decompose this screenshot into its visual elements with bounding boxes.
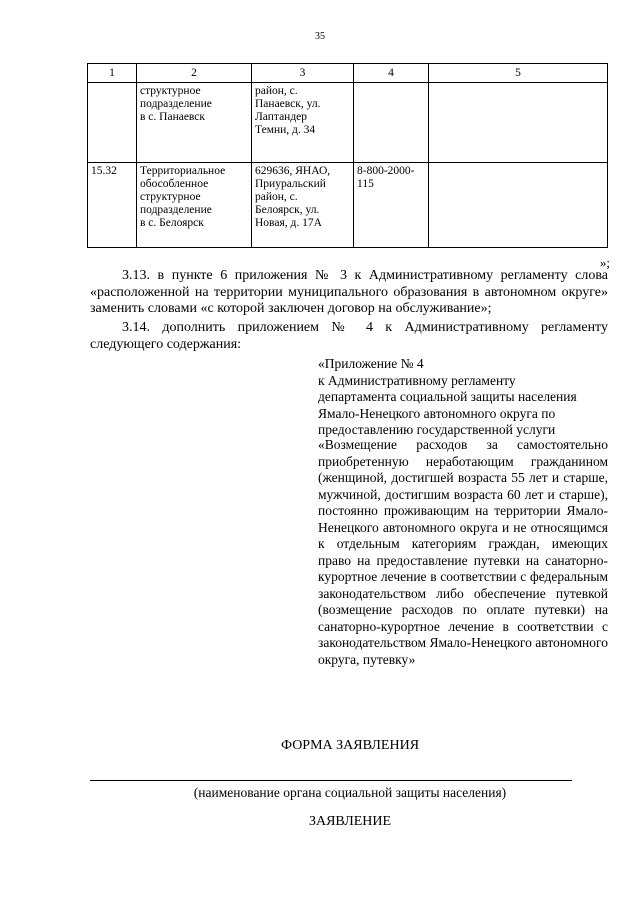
table-cell-number xyxy=(88,83,137,163)
table-cell-number: 15.32 xyxy=(88,163,137,248)
paragraph-3-13 xyxy=(90,268,608,318)
paragraph-3-14-text: 3.14. дополнить приложением № 4 к Административному регламенту следующего содержания: xyxy=(90,320,608,352)
form-title: ФОРМА ЗАЯВЛЕНИЯ xyxy=(280,738,420,753)
paragraph-3-13-text: 3.13. в пункте 6 приложения № 3 к Административному регламенту слова «расположенной на территории муниципального образования в автономном округе» заменить словами «с которой заключен договор на обслуживание»; xyxy=(90,268,608,316)
column-header: 2 xyxy=(137,64,252,83)
table-cell-address: район, с. Панаевск, ул. Лаптандер Темни, д. 34 xyxy=(252,83,354,163)
appendix-line: департамента социальной защиты населения xyxy=(318,389,577,404)
column-header: 5 xyxy=(429,64,608,83)
page-number: 35 xyxy=(315,31,325,42)
column-header: 1 xyxy=(88,64,137,83)
table-row xyxy=(88,83,608,163)
organ-name-caption: (наименование органа социальной защиты населения) xyxy=(193,785,507,800)
offices-table xyxy=(87,63,608,248)
table-cell-extra xyxy=(429,83,608,163)
appendix-line: к Административному регламенту xyxy=(318,372,516,388)
column-header: 3 xyxy=(252,64,354,83)
table-row xyxy=(88,163,608,248)
table-cell-extra xyxy=(429,163,608,248)
service-title: «Возмещение расходов за самостоятельно приобретенную неработающим гражданином (женщиной, достигшей возраста 55 лет и старше, мужчиной, достигшим возраста 60 лет и старше), постоянно проживающим на территории Ямало-Ненецкого автономного округа и не относящимся к отдельным категориям граждан, имеющих право на предоставление путевки на санаторно-курортное лечение в соответствии с федеральным законодательством либо обеспечение путевкой (возмещение расходов по оплате путевки) на санаторно-курортное лечение в соответствии с законодательством Ямало-Ненецкого автономного округа, путевку» xyxy=(318,437,608,667)
table-cell-phone xyxy=(354,83,429,163)
appendix-line: предоставлению государственной услуги xyxy=(318,422,556,437)
table-cell-address: 629636, ЯНАО, Приуральский район, с. Белоярск, ул. Новая, д. 17А xyxy=(252,163,354,248)
table-cell-name: структурное подразделение в с. Панаевск xyxy=(137,83,252,163)
organ-name-line xyxy=(90,780,572,781)
appendix-header xyxy=(318,356,608,439)
table-cell-name: Территориальное обособленное структурное подразделение в с. Белоярск xyxy=(137,163,252,248)
appendix-line: «Приложение № 4 xyxy=(318,356,424,371)
appendix-line: Ямало-Ненецкого автономного округа по xyxy=(318,405,556,421)
closing-quote: »; xyxy=(599,255,610,270)
table-header-row xyxy=(88,64,608,83)
paragraph-3-14 xyxy=(90,320,608,353)
column-header: 4 xyxy=(354,64,429,83)
statement-title: ЗАЯВЛЕНИЕ xyxy=(308,814,392,829)
table-cell-phone: 8-800-2000- 115 xyxy=(354,163,429,248)
